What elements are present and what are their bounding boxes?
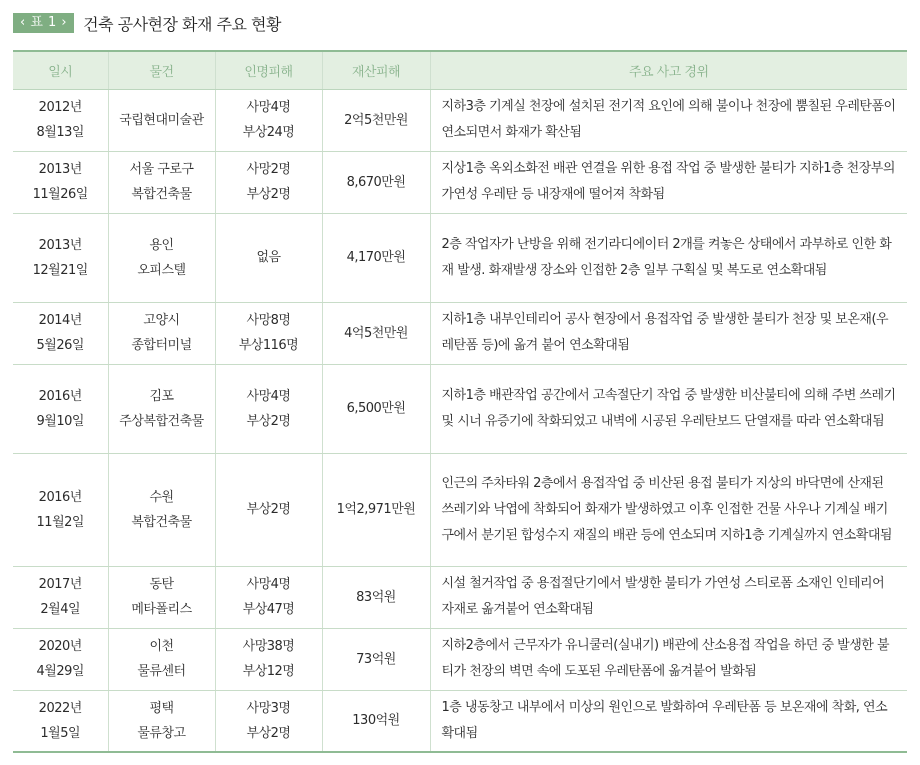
description-cell: 지하1층 내부인테리어 공사 현장에서 용접작업 중 발생한 불티가 천장 및 보온재(우레탄폼 등)에 옮겨 붙어 연소확대됨 <box>430 302 907 364</box>
casualties-cell: 사망38명 부상12명 <box>215 628 322 690</box>
damage-cell: 130억원 <box>322 690 430 752</box>
table-row <box>13 628 907 690</box>
object-cell: 국립현대미술관 <box>108 89 215 151</box>
table-row <box>13 566 907 628</box>
object-cell: 이천 물류센터 <box>108 628 215 690</box>
date-cell: 2016년 9월10일 <box>13 364 108 453</box>
damage-cell: 8,670만원 <box>322 151 430 213</box>
casualties-cell: 사망4명 부상47명 <box>215 566 322 628</box>
table-header-row <box>13 51 907 89</box>
damage-cell: 2억5천만원 <box>322 89 430 151</box>
table-row <box>13 364 907 453</box>
damage-cell: 83억원 <box>322 566 430 628</box>
date-cell: 2013년 12월21일 <box>13 213 108 302</box>
date-cell: 2016년 11월2일 <box>13 453 108 566</box>
header-description: 주요 사고 경위 <box>430 51 907 89</box>
table-row <box>13 690 907 752</box>
casualties-cell: 사망4명 부상2명 <box>215 364 322 453</box>
date-cell: 2013년 11월26일 <box>13 151 108 213</box>
damage-cell: 1억2,971만원 <box>322 453 430 566</box>
description-cell: 시설 철거작업 중 용접절단기에서 발생한 불티가 가연성 스티로폼 소재인 인테리어 자재로 옮겨붙어 연소확대됨 <box>430 566 907 628</box>
date-cell: 2012년 8월13일 <box>13 89 108 151</box>
object-cell: 서울 구로구 복합건축물 <box>108 151 215 213</box>
casualties-cell: 사망3명 부상2명 <box>215 690 322 752</box>
header-object: 물건 <box>108 51 215 89</box>
casualties-cell: 부상2명 <box>215 453 322 566</box>
header-casualties: 인명피해 <box>215 51 322 89</box>
damage-cell: 4,170만원 <box>322 213 430 302</box>
date-cell: 2022년 1월5일 <box>13 690 108 752</box>
table-row <box>13 213 907 302</box>
table-row <box>13 453 907 566</box>
object-cell: 동탄 메타폴리스 <box>108 566 215 628</box>
date-cell: 2020년 4월29일 <box>13 628 108 690</box>
object-cell: 고양시 종합터미널 <box>108 302 215 364</box>
casualties-cell: 없음 <box>215 213 322 302</box>
object-cell: 용인 오피스텔 <box>108 213 215 302</box>
table-number-badge: ‹ 표 1 › <box>13 13 74 33</box>
table-row <box>13 89 907 151</box>
description-cell: 지상1층 옥외소화전 배관 연결을 위한 용접 작업 중 발생한 불티가 지하1층 천장부의 가연성 우레탄 등 내장재에 떨어져 착화됨 <box>430 151 907 213</box>
description-cell: 지하3층 기계실 천장에 설치된 전기적 요인에 의해 불이나 천장에 뿜칠된 우레탄폼이 연소되면서 화재가 확산됨 <box>430 89 907 151</box>
description-cell: 지하1층 배관작업 공간에서 고속절단기 작업 중 발생한 비산불티에 의해 주변 쓰레기 및 시너 유증기에 착화되었고 내벽에 시공된 우레탄보드 단열재를 따라 연소확대됨 <box>430 364 907 453</box>
date-cell: 2017년 2월4일 <box>13 566 108 628</box>
date-cell: 2014년 5월26일 <box>13 302 108 364</box>
object-cell: 김포 주상복합건축물 <box>108 364 215 453</box>
header-property-damage: 재산피해 <box>322 51 430 89</box>
table-row <box>13 151 907 213</box>
fire-incidents-table <box>13 50 907 753</box>
header-date: 일시 <box>13 51 108 89</box>
damage-cell: 4억5천만원 <box>322 302 430 364</box>
table-title: 건축 공사현장 화재 주요 현황 <box>83 14 281 34</box>
casualties-cell: 사망4명 부상24명 <box>215 89 322 151</box>
casualties-cell: 사망8명 부상116명 <box>215 302 322 364</box>
description-cell: 1층 냉동창고 내부에서 미상의 원인으로 발화하여 우레탄폼 등 보온재에 착화, 연소확대됨 <box>430 690 907 752</box>
damage-cell: 73억원 <box>322 628 430 690</box>
object-cell: 평택 물류창고 <box>108 690 215 752</box>
description-cell: 2층 작업자가 난방을 위해 전기라디에이터 2개를 켜놓은 상태에서 과부하로 인한 화재 발생. 화재발생 장소와 인접한 2층 일부 구획실 및 복도로 연소확대됨 <box>430 213 907 302</box>
table-row <box>13 302 907 364</box>
object-cell: 수원 복합건축물 <box>108 453 215 566</box>
table-caption <box>13 11 281 35</box>
description-cell: 인근의 주차타워 2층에서 용접작업 중 비산된 용접 불티가 지상의 바닥면에 산재된 쓰레기와 낙엽에 착화되어 화재가 발생하였고 이후 인접한 건물 사우나 기계실 배기구에서 분기된 합성수지 재질의 배관 등에 연소되며 지하1층 기계실까지 연소확대됨 <box>430 453 907 566</box>
damage-cell: 6,500만원 <box>322 364 430 453</box>
casualties-cell: 사망2명 부상2명 <box>215 151 322 213</box>
description-cell: 지하2층에서 근무자가 유니쿨러(실내기) 배관에 산소용접 작업을 하던 중 발생한 불티가 천장의 벽면 속에 도포된 우레탄폼에 옮겨붙어 발화됨 <box>430 628 907 690</box>
